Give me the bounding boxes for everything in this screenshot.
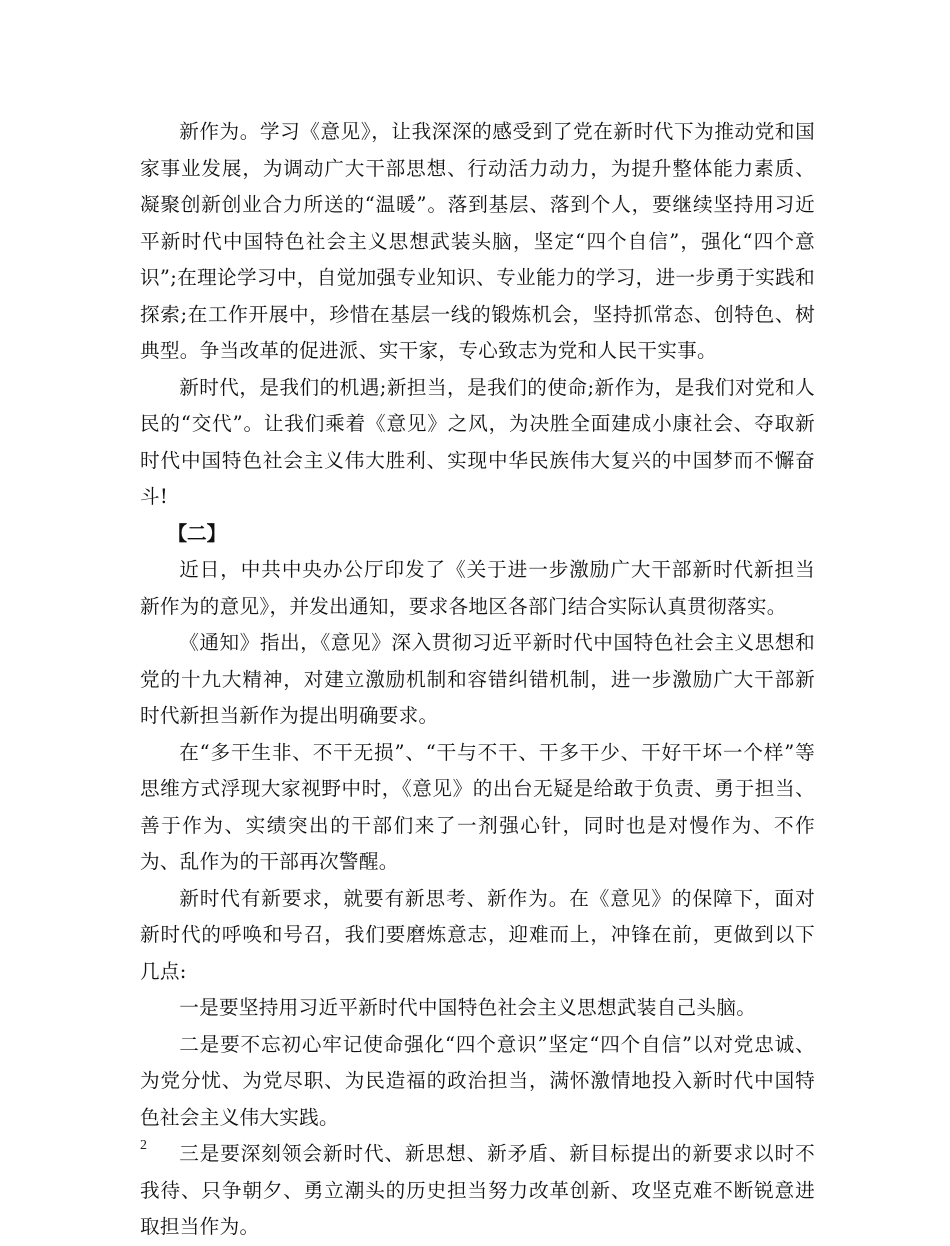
paragraph: 在“多干生非、不干无损”、“干与不干、干多干少、干好干坏一个样”等思维方式浮现大家视野中时，《意见》的出台无疑是给敢于负责、勇于担当、善于作为、实绩突出的干部们来了一剂强心针，同时也是对慢作为、不作为、乱作为的干部再次警醒。 xyxy=(140,740,815,873)
paragraph: 近日，中共中央办公厅印发了《关于进一步激励广大干部新时代新担当新作为的意见》，并发出通知，要求各地区各部门结合实际认真贯彻落实。 xyxy=(140,558,815,618)
document-body xyxy=(140,114,815,1246)
paragraph: 新时代有新要求，就要有新思考、新作为。在《意见》的保障下，面对新时代的呼唤和号召，我们要磨炼意志，迎难而上，冲锋在前，更做到以下几点: xyxy=(140,886,815,983)
section-heading: 【二】 xyxy=(167,521,227,545)
paragraph: 《通知》指出，《意见》深入贯彻习近平新时代中国特色社会主义思想和党的十九大精神，对建立激励机制和容错纠错机制，进一步激励广大干部新时代新担当新作为提出明确要求。 xyxy=(140,631,815,727)
paragraph: 二是要不忘初心牢记使命强化“四个意识”坚定“四个自信”以对党忠诚、为党分忧、为党尽职、为民造福的政治担当，满怀激情地投入新时代中国特色社会主义伟大实践。 xyxy=(140,1032,815,1129)
page-number: 2 xyxy=(140,1138,147,1153)
paragraph: 一是要坚持用习近平新时代中国特色社会主义思想武装自己头脑。 xyxy=(179,996,757,1019)
paragraph: 新时代，是我们的机遇;新担当，是我们的使命;新作为，是我们对党和人民的“交代”。让我们乘着《意见》之风，为决胜全面建成小康社会、夺取新时代中国特色社会主义伟大胜利、实现中华民族伟大复兴的中国梦而不懈奋斗! xyxy=(140,375,815,508)
paragraph: 新作为。学习《意见》，让我深深的感受到了党在新时代下为推动党和国家事业发展，为调动广大干部思想、行动活力动力，为提升整体能力素质、凝聚创新创业合力所送的“温暖”。落到基层、落到个人，要继续坚持用习近平新时代中国特色社会主义思想武装头脑，坚定“四个自信”，强化“四个意识”;在理论学习中，自觉加强专业知识、专业能力的学习，进一步勇于实践和探索;在工作开展中，珍惜在基层一线的锻炼机会，坚持抓常态、创特色、树典型。争当改革的促进派、实干家，专心致志为党和人民干实事。 xyxy=(140,120,815,362)
paragraph: 三是要深刻领会新时代、新思想、新矛盾、新目标提出的新要求以时不我待、只争朝夕、勇立潮头的历史担当努力改革创新、攻坚克难不断锐意进取担当作为。 xyxy=(140,1142,815,1238)
